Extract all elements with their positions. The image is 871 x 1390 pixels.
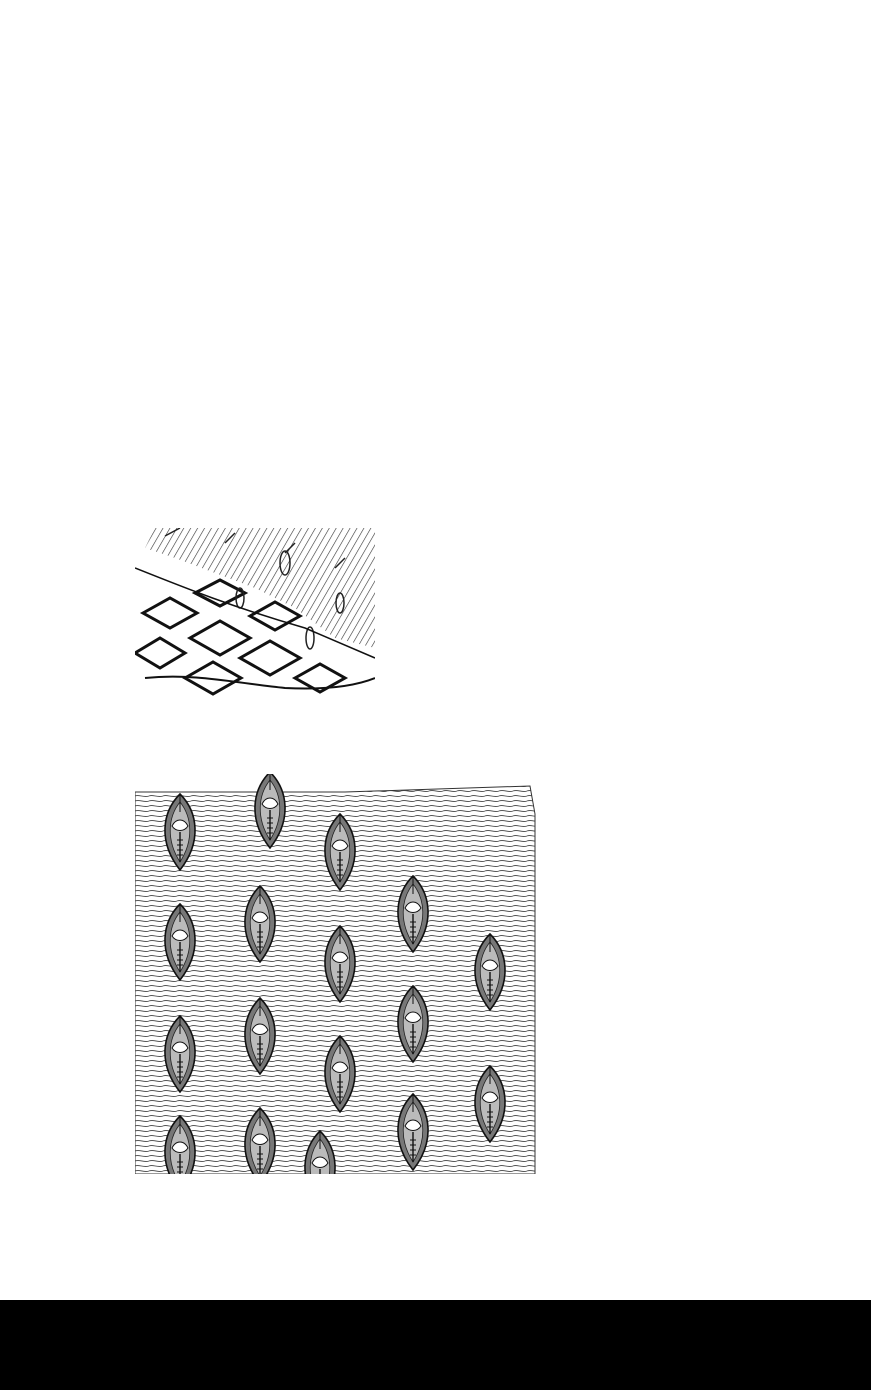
figure-diplotegioides — [135, 528, 375, 696]
entry1-heading-line — [135, 503, 737, 525]
page-header — [0, 98, 871, 128]
watermark-banner — [0, 1300, 871, 1390]
distans-illustration — [135, 774, 545, 1174]
figure-distans — [135, 774, 545, 1174]
diplotegioides-illustration — [135, 528, 375, 696]
entry2-heading-line — [135, 750, 737, 772]
